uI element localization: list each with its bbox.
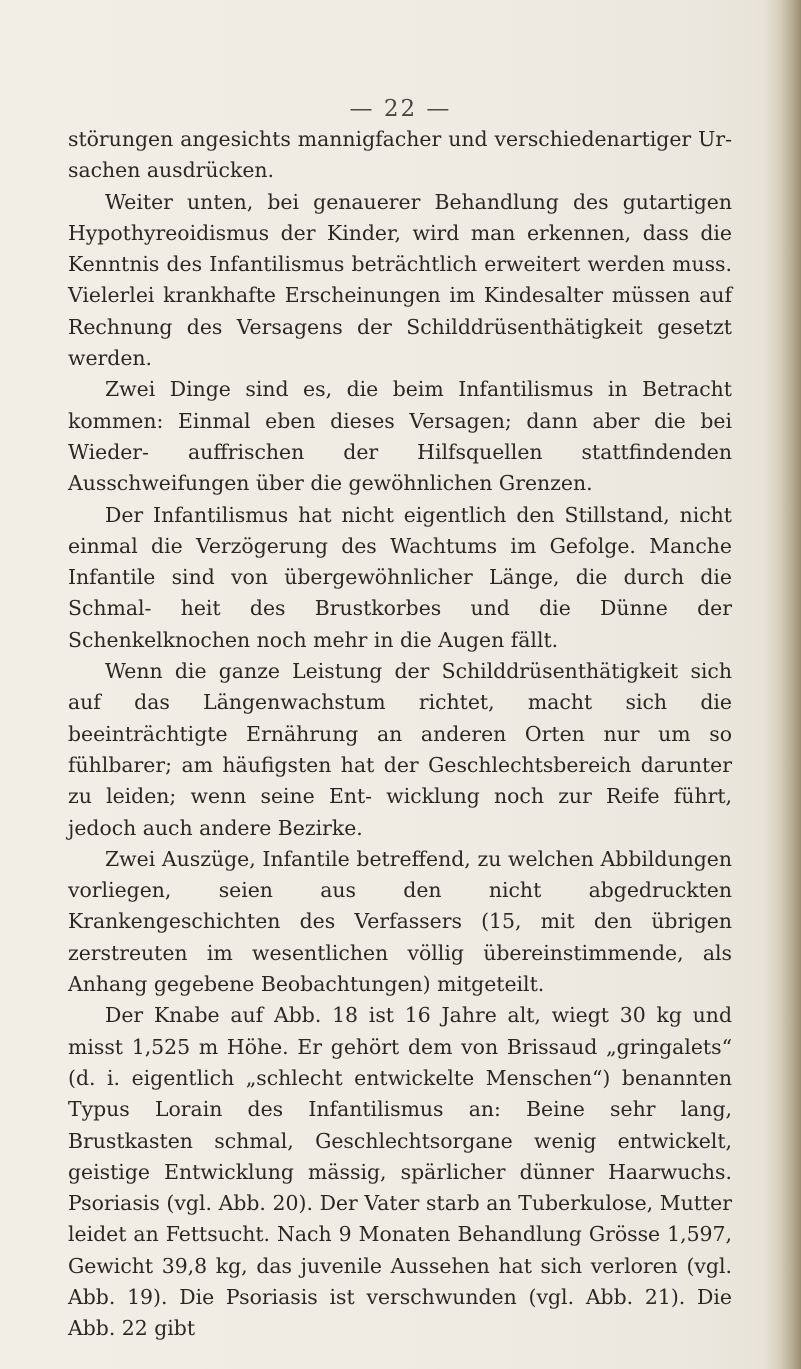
page-number: — 22 — [349,96,452,122]
paragraph: störungen angesichts mannigfacher und verschiedenartiger Ur- sachen ausdrücken. [68,127,732,183]
paragraph: Zwei Dinge sind es, die beim Infantilismus in Betracht kommen: Einmal eben dieses Versagen; dann aber die bei Wieder- auffrischen der Hilfsquellen stattfindenden Ausschweifungen über die gewöhnlichen Grenzen. [68,377,732,496]
body-text [68,124,732,1345]
paragraph: Zwei Auszüge, Infantile betreffend, zu welchen Abbildungen vorliegen, seien aus den nicht abgedruckten Krankengeschichten des Verfassers (15, mit den übrigen zerstreuten im wesentlichen völlig übereinstimmende, als Anhang gegebene Beobachtungen) mitgeteilt. [68,846,732,997]
page-edge-shadow [763,0,801,1369]
paragraph: Der Knabe auf Abb. 18 ist 16 Jahre alt, wiegt 30 kg und misst 1,525 m Höhe. Er gehört dem von Brissaud „gringalets“ (d. i. eigentlich „schlecht entwickelte Menschen“) benannten Typus Lorain des Infantilismus an: Beine sehr lang, Brustkasten schmal, Geschlechtsorgane wenig entwickelt, geistige Entwicklung mässig, spärlicher dünner Haarwuchs. Psoriasis (vgl. Abb. 20). Der Vater starb an Tuberkulose, Mutter leidet an Fettsucht. Nach 9 Monaten Behandlung Grösse 1,597, Gewicht 39,8 kg, das juvenile Aussehen hat sich verloren (vgl. Abb. 19). Die Psoriasis ist verschwunden (vgl. Abb. 21). Die Abb. 22 gibt [68,1003,732,1341]
paragraph: Der Infantilismus hat nicht eigentlich den Stillstand, nicht einmal die Verzögerung des Wachtums im Gefolge. Manche Infantile sind von übergewöhnlicher Länge, die durch die Schmal- heit des Brustkorbes und die Dünne der Schenkelknochen noch mehr in die Augen fällt. [68,502,732,652]
paragraph: Wenn die ganze Leistung der Schilddrüsenthätigkeit sich auf das Längenwachstum richtet, macht sich die beeinträchtigte Ernährung an anderen Orten nur um so fühlbarer; am häufigsten hat der Geschlechtsbereich darunter zu leiden; wenn seine Ent- wicklung noch zur Reife führt, jedoch auch andere Bezirke. [68,659,732,840]
paragraph: Weiter unten, bei genauerer Behandlung des gutartigen Hypothyreoidismus der Kinder, wird man erkennen, dass die Kenntnis des Infantilismus beträchtlich erweitert werden muss. Vielerlei krankhafte Erscheinungen im Kindesalter müssen auf Rechnung des Versagens der Schilddrüsenthätigkeit gesetzt werden. [68,189,732,371]
